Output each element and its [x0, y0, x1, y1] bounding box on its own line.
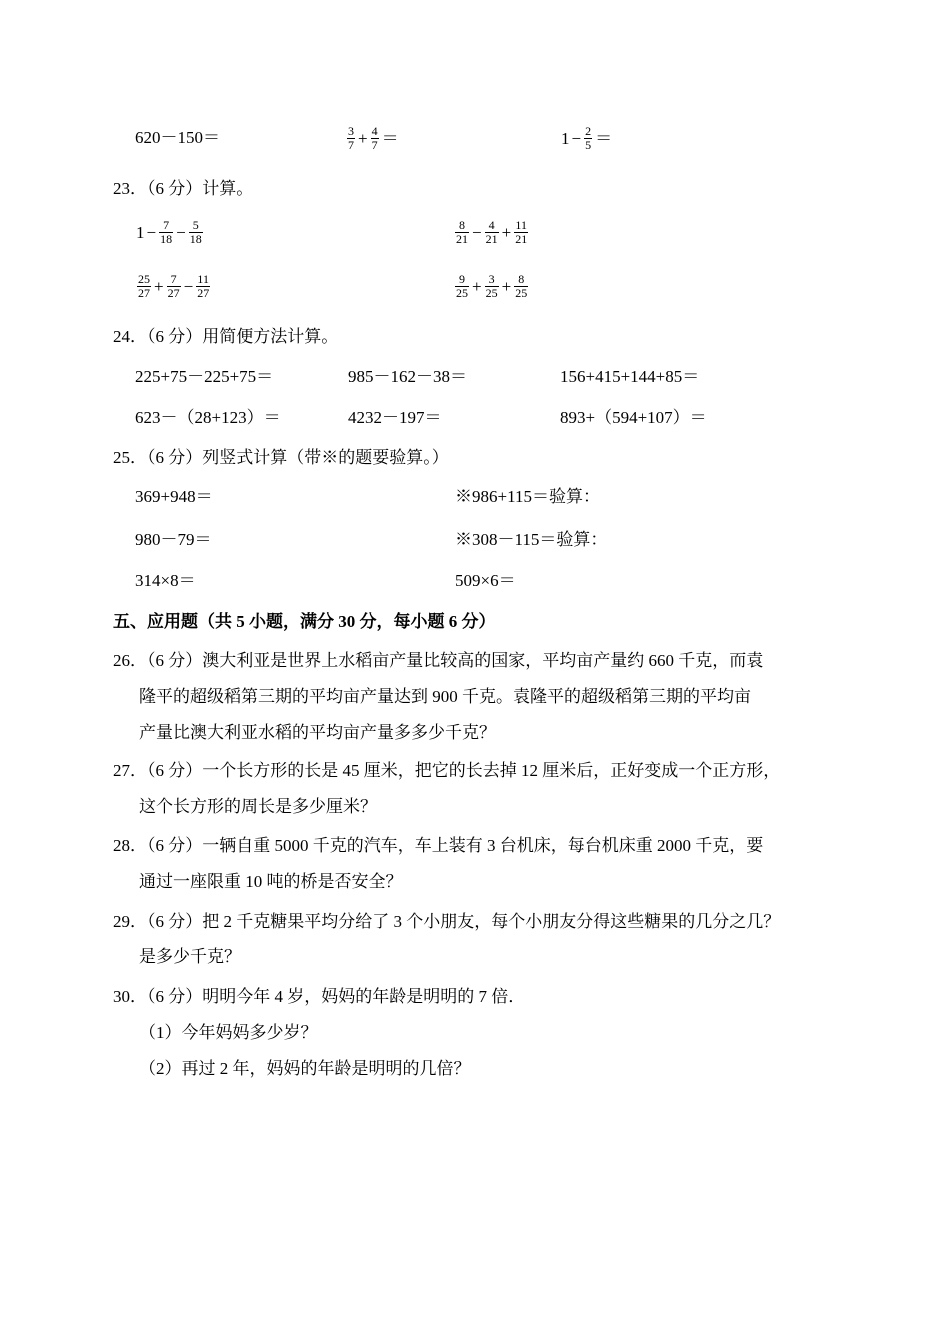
q29-line-1: 29．（6 分）把 2 千克糖果平均分给了 3 个小朋友，每个小朋友分得这些糖果的几分之几？: [113, 912, 781, 931]
q24-item: 623－（28+123）＝: [135, 408, 281, 427]
q23-expression-4: $\frac{9}{25}$ + $\frac{3}{25}$ + $\frac{8}{25}$: [456, 272, 528, 300]
q30-line-1: 30．（6 分）明明今年 4 岁，妈妈的年龄是明明的 7 倍．: [113, 987, 526, 1006]
q30-sub-1: （1）今年妈妈多少岁？: [139, 1023, 318, 1042]
fraction: $\frac{4}{7}$: [371, 124, 378, 152]
q27-line-2: 这个长方形的周长是多少厘米？: [139, 797, 377, 816]
fraction: $\frac{11}{21}$: [515, 218, 528, 246]
q22-expression-2: $\frac{3}{7}$ + $\frac{4}{7}$ ＝: [348, 124, 399, 152]
q23-title: 23．（6 分）计算。: [113, 179, 254, 198]
fraction: $\frac{8}{21}$: [456, 218, 468, 246]
q25-item: ※308－115＝验算：: [455, 530, 608, 549]
section-heading: 五、应用题（共 5 小题，满分 30 分，每小题 6 分）: [113, 612, 496, 631]
q23-expression-2: $\frac{8}{21}$ − $\frac{4}{21}$ + $\frac{11}{21}$: [456, 218, 528, 246]
fraction: $\frac{9}{25}$: [456, 272, 468, 300]
fraction: $\frac{3}{7}$: [348, 124, 354, 152]
q25-item: 509×6＝: [455, 571, 516, 590]
fraction: $\frac{25}{27}$: [138, 272, 150, 300]
q26-line-1: 26．（6 分）澳大利亚是世界上水稻亩产量比较高的国家，平均亩产量约 660 千克，而袁: [113, 651, 764, 670]
q27-line-1: 27．（6 分）一个长方形的长是 45 厘米，把它的长去掉 12 厘米后，正好变成一个正方形，: [113, 761, 781, 780]
q24-item: 156+415+144+85＝: [560, 367, 700, 386]
q29-line-2: 是多少千克？: [139, 947, 241, 966]
fraction: $\frac{11}{27}$: [197, 272, 210, 300]
q24-title: 24．（6 分）用简便方法计算。: [113, 327, 339, 346]
q24-item: 225+75－225+75＝: [135, 367, 274, 386]
q26-line-3: 产量比澳大利亚水稻的平均亩产量多多少千克？: [139, 723, 496, 742]
fraction: $\frac{2}{5}$: [585, 124, 592, 152]
q26-line-2: 隆平的超级稻第三期的平均亩产量达到 900 千克。袁隆平的超级稻第三期的平均亩: [139, 687, 751, 706]
q23-expression-1: 1 − $\frac{7}{18}$ − $\frac{5}{18}$: [136, 218, 202, 246]
q25-item: 314×8＝: [135, 571, 196, 590]
q22-expression-3: 1 − $\frac{2}{5}$ ＝: [561, 124, 613, 152]
q25-item: 369+948＝: [135, 487, 213, 506]
q28-line-2: 通过一座限重 10 吨的桥是否安全？: [139, 872, 403, 891]
fraction: $\frac{4}{21}$: [485, 218, 498, 246]
q30-sub-2: （2）再过 2 年，妈妈的年龄是明明的几倍？: [139, 1059, 471, 1078]
q23-expression-3: $\frac{25}{27}$ + $\frac{7}{27}$ − $\frac{11}{27}$: [138, 272, 210, 300]
q24-item: 893+（594+107）＝: [560, 408, 707, 427]
fraction: $\frac{8}{25}$: [515, 272, 528, 300]
q25-item: ※986+115＝验算：: [455, 487, 600, 506]
q24-item: 4232－197＝: [348, 408, 442, 427]
fraction: $\frac{7}{27}$: [167, 272, 180, 300]
q22-expression-1: 620－150＝: [135, 128, 220, 147]
q28-line-1: 28．（6 分）一辆自重 5000 千克的汽车，车上装有 3 台机床，每台机床重 2000 千克，要: [113, 836, 764, 855]
fraction: $\frac{3}{25}$: [485, 272, 498, 300]
fraction: $\frac{7}{18}$: [160, 218, 173, 246]
q25-title: 25．（6 分）列竖式计算（带※的题要验算。）: [113, 448, 449, 467]
q24-item: 985－162－38＝: [348, 367, 467, 386]
q25-item: 980－79＝: [135, 530, 212, 549]
fraction: $\frac{5}{18}$: [189, 218, 202, 246]
